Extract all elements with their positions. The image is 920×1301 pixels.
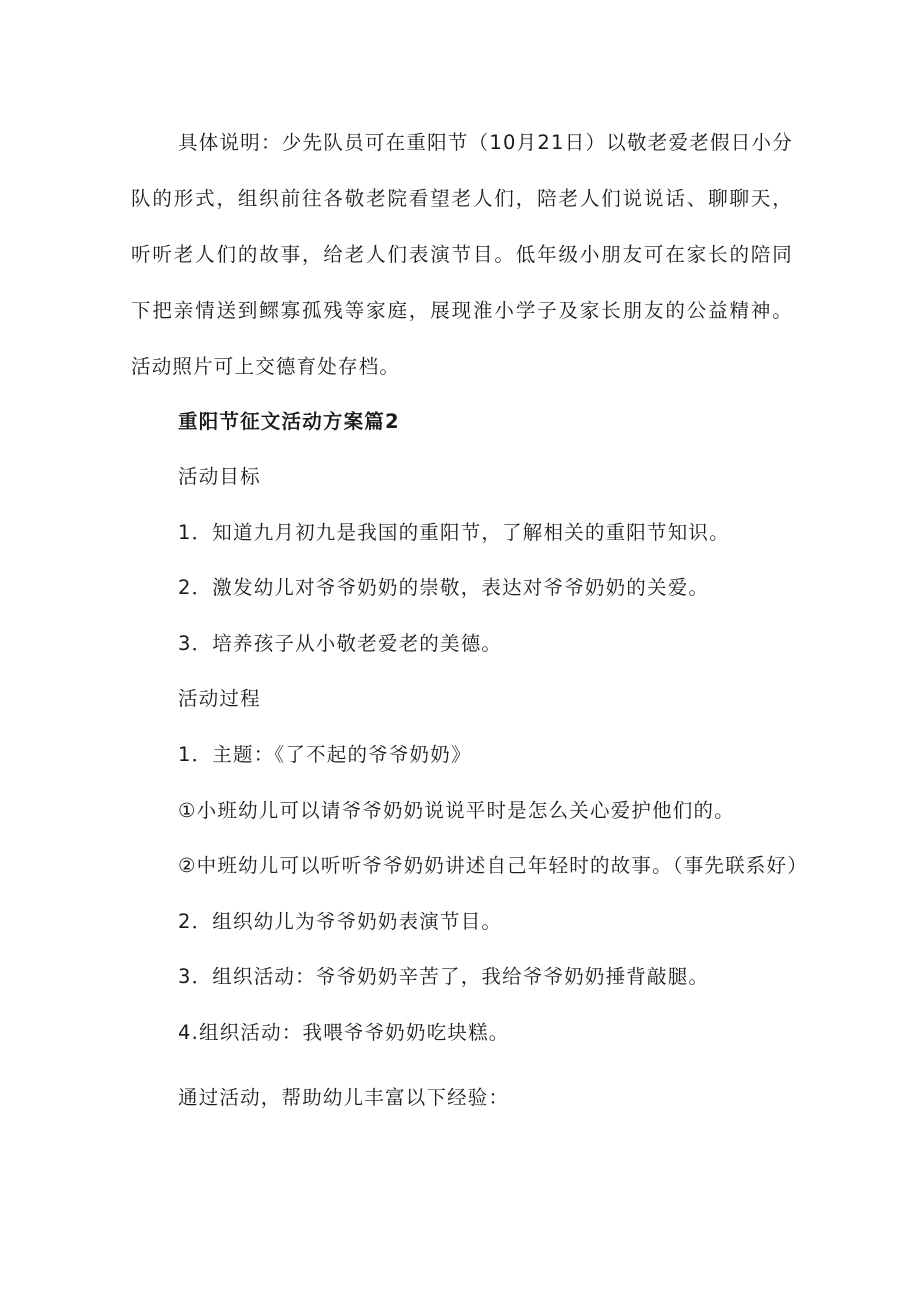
goals-heading: 活动目标 (178, 465, 261, 488)
process-item-3: 3．组织活动：爷爷奶奶辛苦了，我给爷爷奶奶捶背敲腿。 (178, 965, 710, 988)
closing-line: 通过活动，帮助幼儿丰富以下经验： (178, 1086, 510, 1109)
process-heading: 活动过程 (178, 687, 261, 710)
section-title: 重阳节征文活动方案篇2 (178, 410, 400, 433)
process-item-2: 2．组织幼儿为爷爷奶奶表演节目。 (178, 910, 503, 933)
goal-item-2: 2．激发幼儿对爷爷奶奶的崇敬，表达对爷爷奶奶的关爱。 (178, 576, 710, 599)
intro-paragraph: 具体说明：少先队员可在重阳节（10月21日）以敬老爱老假日小分队的形式，组织前往各敬老院看望老人们，陪老人们说说话、聊聊天，听听老人们的故事，给老人们表演节目。低年级小朋友可在家长的陪同下把亲情送到鳏寡孤残等家庭，展现淮小学子及家长朋友的公益精神。活动照片可上交德育处存档。 (131, 131, 793, 378)
process-subitem-1: ①小班幼儿可以请爷爷奶奶说说平时是怎么关心爱护他们的。 (178, 799, 735, 822)
process-item-4: 4.组织活动：我喂爷爷奶奶吃块糕。 (178, 1021, 510, 1044)
process-subitem-2: ②中班幼儿可以听听爷爷奶奶讲述自己年轻时的故事。（事先联系好） (178, 854, 808, 877)
goal-item-3: 3．培养孩子从小敬老爱老的美德。 (178, 632, 503, 655)
process-item-1: 1．主题：《了不起的爷爷奶奶》 (178, 743, 472, 766)
goal-item-1: 1．知道九月初九是我国的重阳节，了解相关的重阳节知识。 (178, 521, 730, 544)
